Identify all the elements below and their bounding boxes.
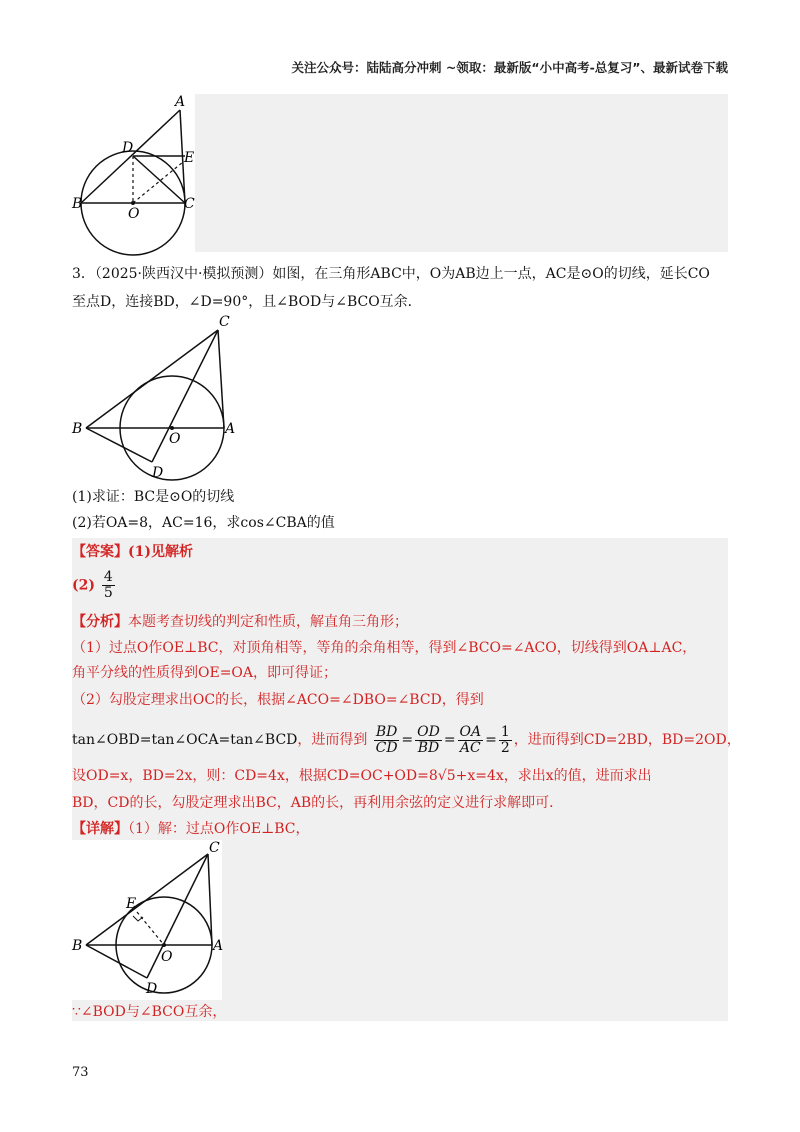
answer-text: (1)见解析 (128, 544, 193, 560)
analysis-line-7: BD，CD的长，勾股定理求出BC，AB的长，再利用余弦的定义进行求解即可． (72, 795, 564, 811)
problem-line-1: 3．（2025·陕西汉中·模拟预测）如图，在三角形ABC中，O为AB边上一点，AC是⊙O的切线，延长CO (72, 266, 710, 282)
detail-tag: 【详解】 (72, 821, 128, 837)
answer-fraction (102, 570, 115, 601)
frac-3-den: AC (459, 739, 481, 756)
page-number: 73 (72, 1065, 89, 1080)
frac-1-den: CD (375, 739, 398, 756)
detail-line (72, 819, 310, 839)
figure-2 (72, 312, 242, 480)
fig2-label-O: O (169, 431, 181, 447)
page-header: 关注公众号：陆陆高分冲刺 ~领取：最新版“小中高考-总复习”、最新试卷下载 (291, 60, 728, 75)
analysis-line-1 (72, 612, 408, 632)
fraction-oa-ac (458, 725, 484, 756)
fig2-label-C: C (219, 314, 230, 330)
analysis-line-5-red-1: ，进而得到 (297, 732, 368, 748)
fraction-one-half (499, 725, 512, 756)
answer-tag: 【答案】 (72, 544, 128, 560)
answer-frac-den: 5 (103, 585, 113, 601)
fig3-label-B: B (72, 938, 83, 954)
analysis-line-6: 设OD=x，BD=2x，则：CD=4x，根据CD=OC+OD=8√5+x=4x，求出x的值，进而求出 (72, 768, 652, 784)
fig3-label-E: E (126, 896, 137, 912)
question-2: (2)若OA=8，AC=16，求cos∠CBA的值 (72, 515, 335, 531)
fig3-label-D: D (146, 981, 158, 997)
problem-line-2: 至点D，连接BD，∠D=90°，且∠BOD与∠BCO互余． (72, 294, 422, 310)
fig2-label-D: D (152, 465, 164, 481)
analysis-tag: 【分析】 (72, 614, 128, 630)
question-1: (1)求证：BC是⊙O的切线 (72, 489, 235, 505)
frac-3-num: OA (459, 723, 482, 740)
frac-1-num: BD (375, 723, 398, 740)
frac-2-den: BD (417, 739, 440, 756)
fig2-label-B: B (72, 421, 83, 437)
frac-4-den: 2 (500, 739, 510, 756)
fig1-label-C: C (184, 196, 195, 212)
analysis-line-3: 角平分线的性质得到OE=OA，即可得证； (72, 665, 338, 681)
frac-4-num: 1 (500, 723, 510, 740)
answer-frac-num: 4 (103, 569, 113, 585)
frac-2-num: OD (417, 723, 440, 740)
fig1-label-B: B (72, 196, 83, 212)
fig1-label-D: D (122, 140, 134, 156)
analysis-line-2: （1）过点O作OE⊥BC，对顶角相等，等角的余角相等，得到∠BCO=∠ACO，切线得到OA⊥AC， (72, 640, 697, 656)
analysis-line-5-tan: tan∠OBD=tan∠OCA=tan∠BCD (72, 732, 298, 748)
fig3-label-A: A (213, 938, 224, 954)
fig3-label-O: O (161, 949, 173, 965)
fraction-od-bd (415, 725, 442, 756)
analysis-line-5: tan∠OBD=tan∠OCA=tan∠BCD，进而得到 $\frac{BD}{CD}$ = $\frac{OD}{BD}$ = $\frac{OA}{AC}$ = $\frac{1}{2}$ ，进而得到CD=2BD，BD=2OD， (72, 723, 741, 756)
fig1-label-E: E (184, 150, 195, 166)
answer-part-2-prefix: (2) (72, 577, 95, 594)
fig1-label-A: A (175, 94, 186, 110)
fig1-label-O: O (128, 206, 140, 222)
analysis-line-1-text: 本题考查切线的判定和性质，解直角三角形； (128, 614, 408, 630)
last-line: ∵∠BOD与∠BCO互余， (72, 1004, 227, 1020)
figure-3 (72, 840, 222, 1000)
answer-line (72, 542, 193, 562)
analysis-line-5-red-2: ，进而得到CD=2BD，BD=2OD， (513, 732, 741, 748)
fig3-label-C: C (209, 840, 220, 856)
answer-part-2 (72, 570, 117, 601)
figure-1-background (195, 94, 728, 252)
analysis-line-4: （2）勾股定理求出OC的长，根据∠ACO=∠DBO=∠BCD，得到 (72, 692, 484, 708)
fig2-label-A: A (225, 421, 236, 437)
fraction-bd-cd (374, 725, 400, 756)
figure-1 (72, 90, 202, 255)
detail-text: （1）解：过点O作OE⊥BC， (128, 821, 310, 837)
